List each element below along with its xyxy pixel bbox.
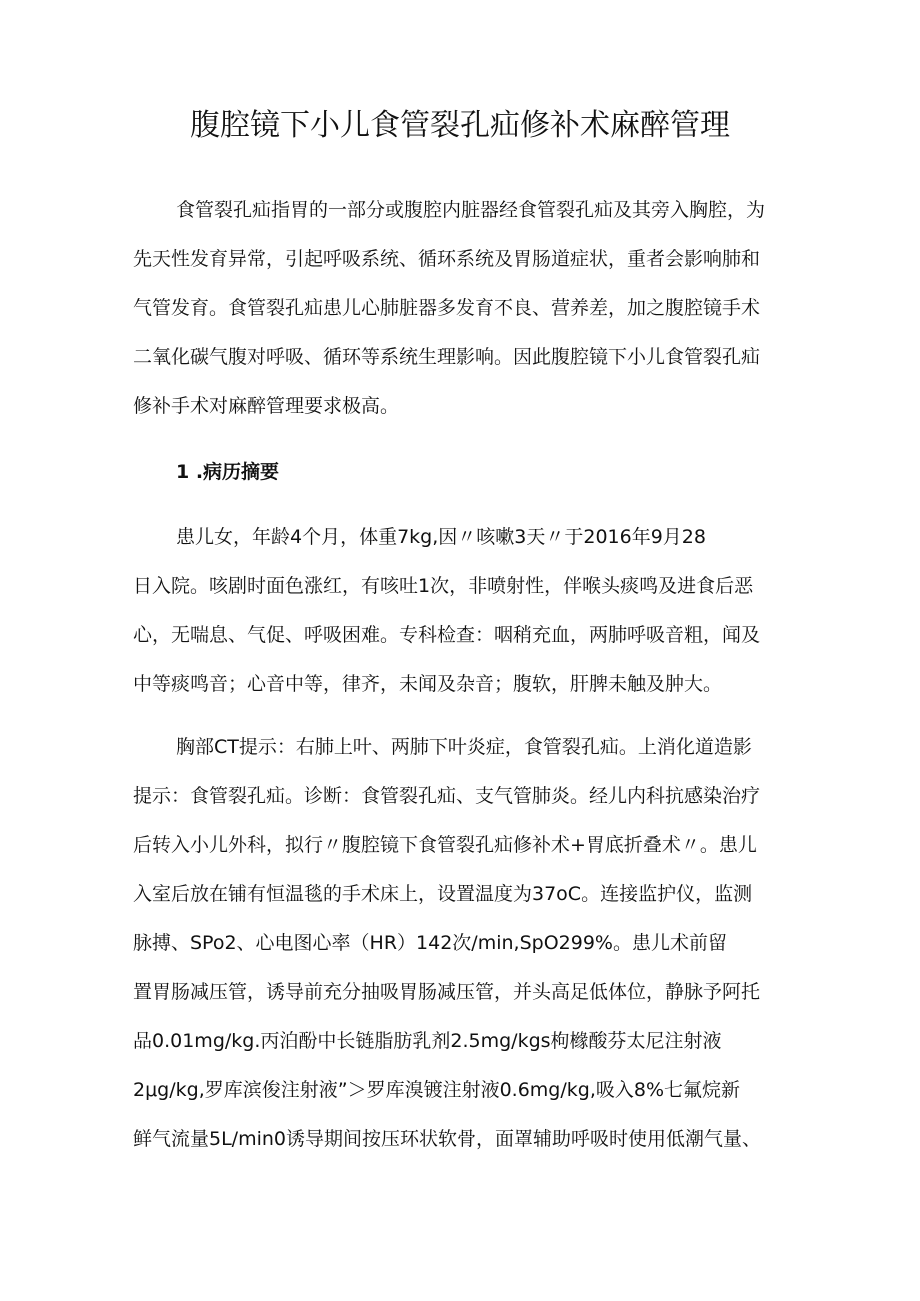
paragraph-line: 气管发育。食管裂孔疝患儿心肺脏器多发育不良、营养差，加之腹腔镜手术 <box>133 297 761 319</box>
paragraph-line: 患儿女，年龄4个月，体重7kg,因〃咳嗽3天〃于2016年9月28 <box>176 526 706 548</box>
paragraph-line: 日入院。咳剧时面色涨红，有咳吐1次，非喷射性，伴喉头痰鸣及进食后恶 <box>133 575 754 597</box>
paragraph-line: 二氧化碳气腹对呼吸、循环等系统生理影响。因此腹腔镜下小儿食管裂孔疝 <box>133 346 761 368</box>
document-title: 腹腔镜下小儿食管裂孔疝修补术麻醉管理 <box>190 108 730 143</box>
paragraph-line: 食管裂孔疝指胃的一部分或腹腔内脏器经食管裂孔疝及其旁入胸腔，为 <box>176 199 766 221</box>
paragraph-line: 2μg/kg,罗库滨俊注射液”＞罗库溴镀注射液0.6mg/kg,吸入8%七氟烷新 <box>133 1079 741 1101</box>
paragraph-line: 心，无喘息、气促、呼吸困难。专科检查：咽稍充血，两肺呼吸音粗，闻及 <box>133 624 761 646</box>
exam-paragraph <box>133 723 803 1164</box>
paragraph-line: 后转入小儿外科，拟行〃腹腔镜下食管裂孔疝修补术+胃底折叠术〃。患儿 <box>133 834 757 856</box>
case-paragraph <box>133 513 803 709</box>
intro-paragraph <box>133 186 803 431</box>
paragraph-line: 置胃肠减压管，诱导前充分抽吸胃肠减压管，并头高足低体位，静脉予阿托 <box>133 981 761 1003</box>
section-heading: 1 .病历摘要 <box>176 461 280 483</box>
paragraph-line: 提示：食管裂孔疝。诊断：食管裂孔疝、支气管肺炎。经儿内科抗感染治疗 <box>133 785 761 807</box>
paragraph-line: 先天性发育异常，引起呼吸系统、循环系统及胃肠道症状，重者会影响肺和 <box>133 248 761 270</box>
paragraph-line: 入室后放在铺有恒温毯的手术床上，设置温度为37oC。连接监护仪，监测 <box>133 883 753 905</box>
paragraph-line: 胸部CT提示：右肺上叶、两肺下叶炎症，食管裂孔疝。上消化道造影 <box>176 736 752 758</box>
paragraph-line: 中等痰鸣音；心音中等，律齐，未闻及杂音；腹软，肝脾未触及肿大。 <box>133 673 723 695</box>
paragraph-line: 修补手术对麻醉管理要求极高。 <box>133 395 400 417</box>
paragraph-line: 品0.01mg/kg.丙泊酚中长链脂肪乳剂2.5mg/kgs枸橼酸芬太尼注射液 <box>133 1030 722 1052</box>
paragraph-line: 脉搏、SPo2、心电图心率（HR）142次/min,SpO299%。患儿术前留 <box>133 932 727 954</box>
paragraph-line: 鲜气流量5L/min0诱导期间按压环状软骨，面罩辅助呼吸时使用低潮气量、 <box>133 1128 761 1150</box>
